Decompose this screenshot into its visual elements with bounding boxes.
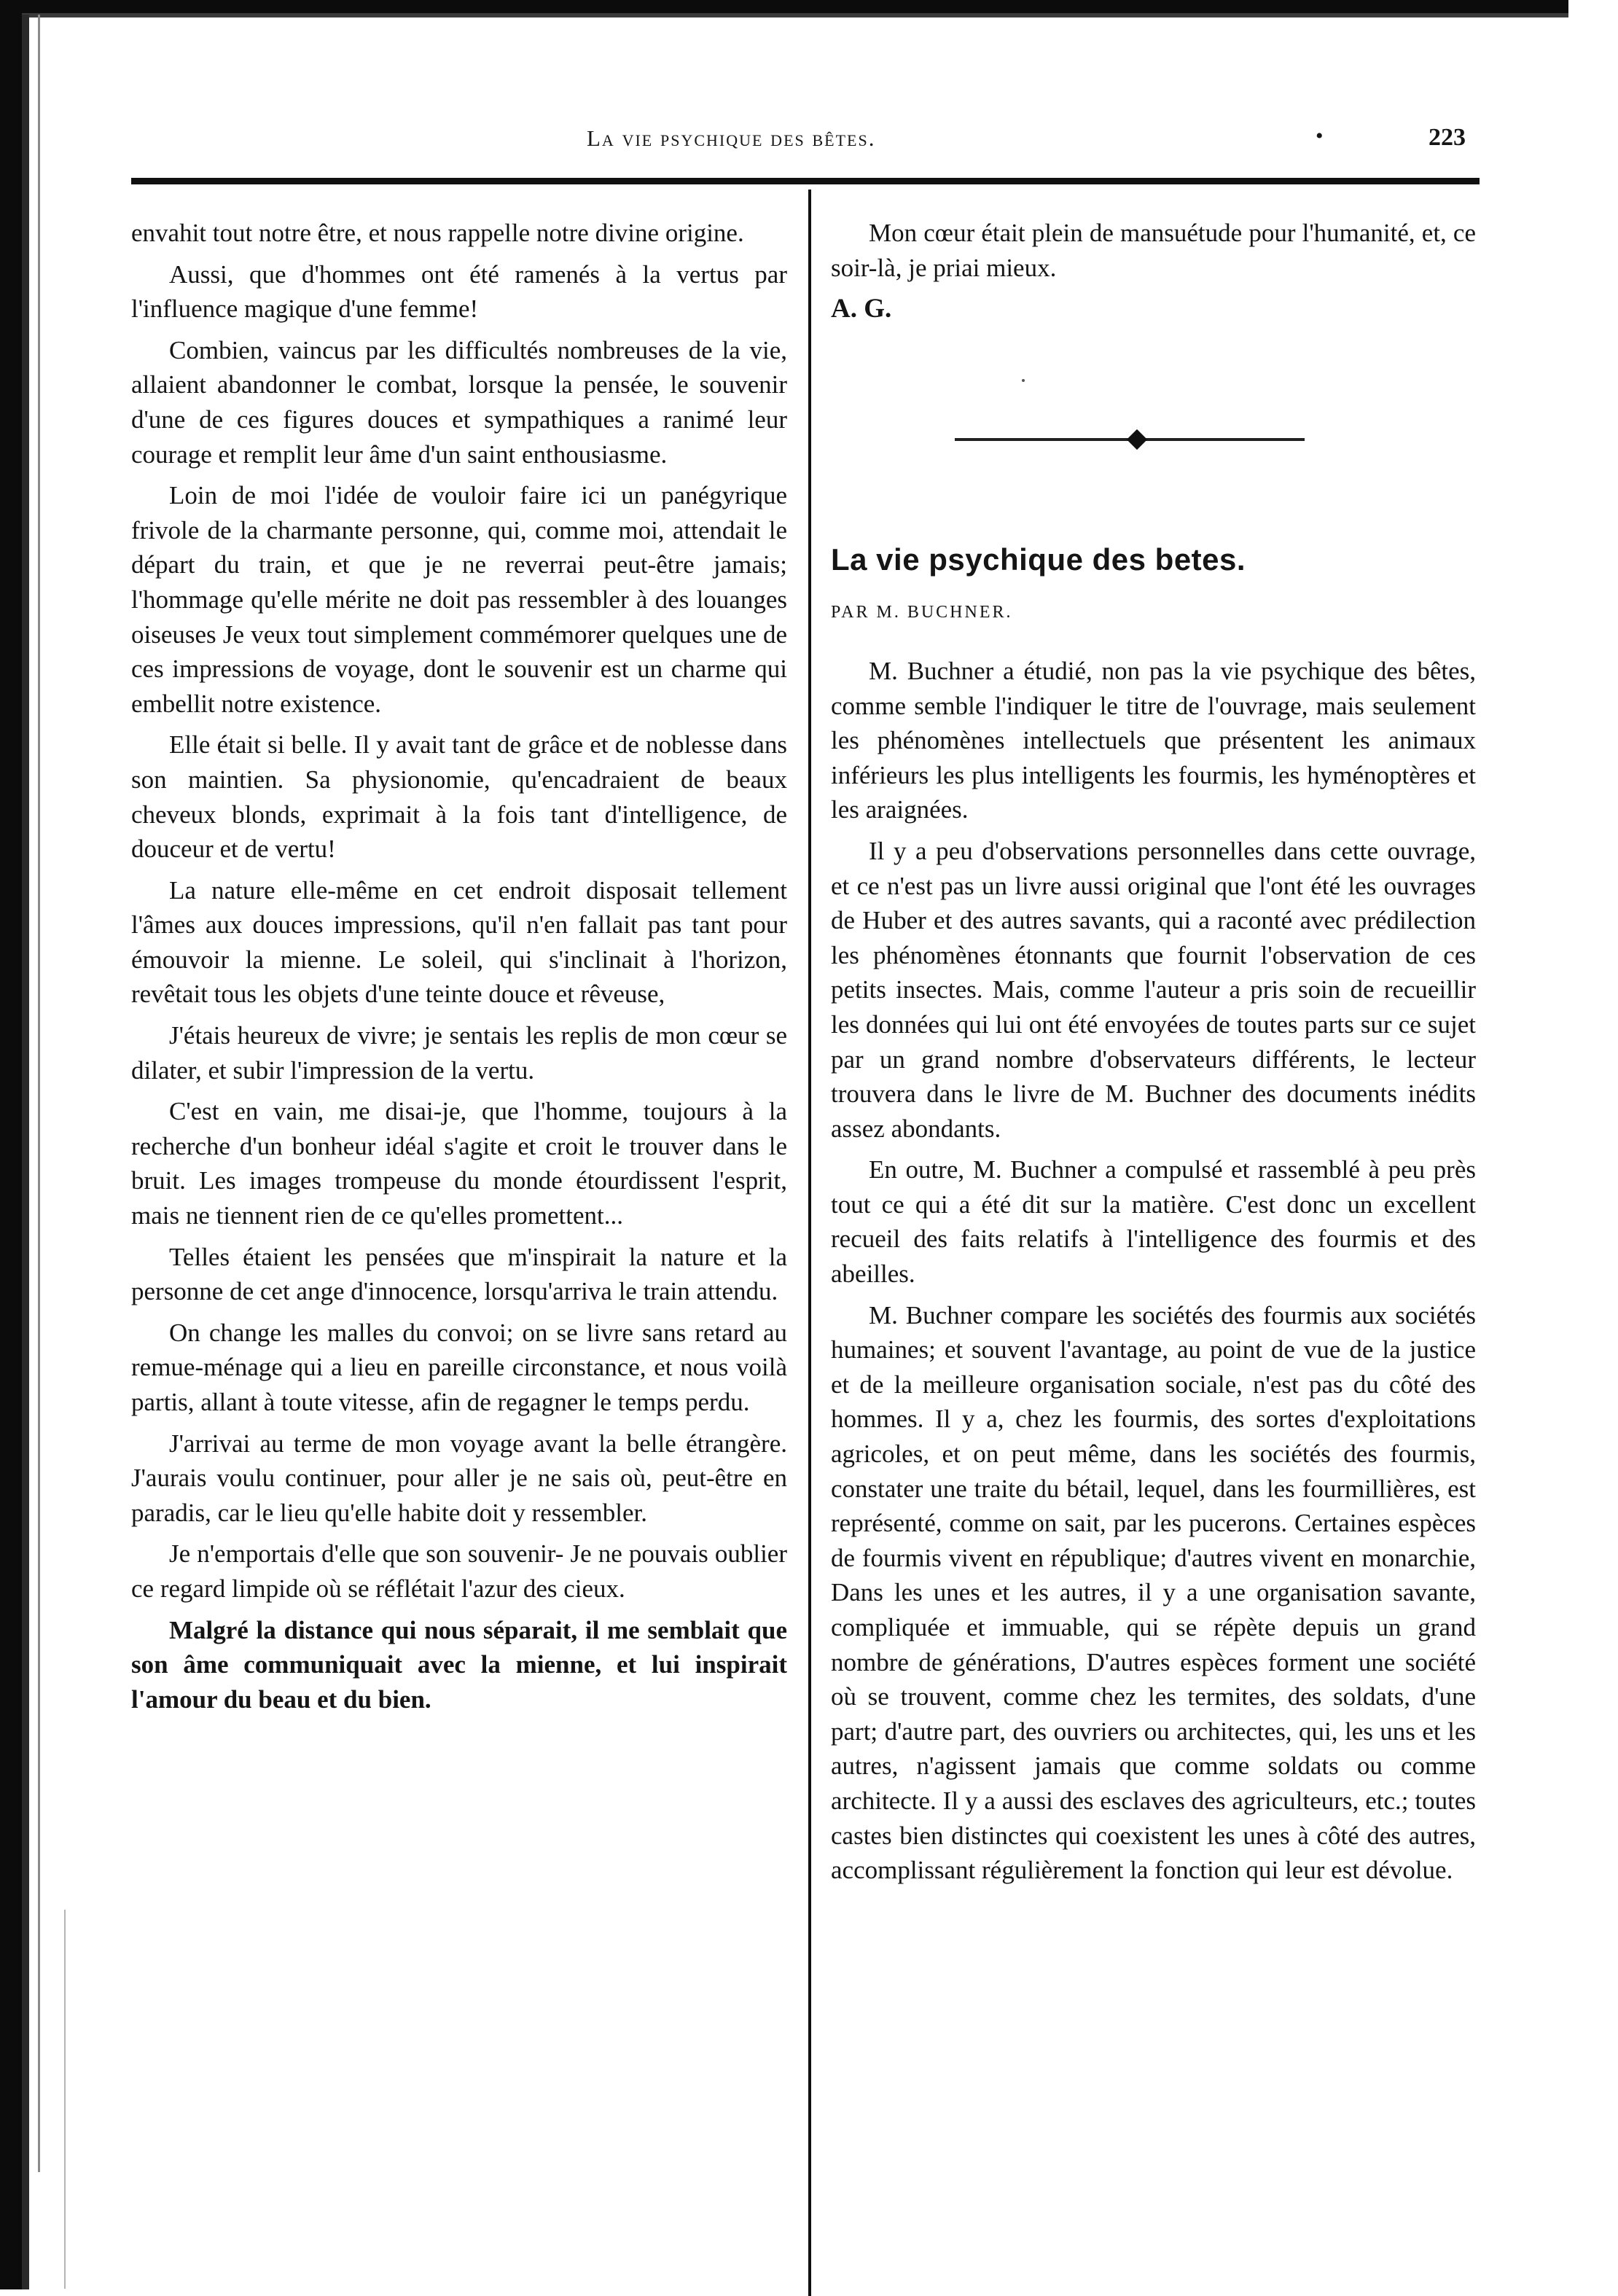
right-column	[831, 216, 1476, 1894]
paragraph: M. Buchner a étudié, non pas la vie psychique des bêtes, comme semble l'indiquer le titre de l'ouvrage, mais seulement les phénomènes intellectuels que présentent les animaux inférieurs les plus intelligents les fourmis, les hyménoptères et les araignées.	[831, 656, 1476, 824]
paragraph: envahit tout notre être, et nous rappelle notre divine origine.	[131, 219, 744, 247]
scan-edge-left-shadow	[22, 15, 29, 2289]
paragraph: On change les malles du convoi; on se livre sans retard au remue-ménage qui a lieu en pareille circonstance, et nous voilà partis, allant à toute vitesse, afin de regagner le temps perdu.	[131, 1318, 787, 1416]
paragraph: Combien, vaincus par les difficultés nombreuses de la vie, allaient abandonner le combat, lorsque la pensée, le souvenir d'une de ces figures douces et sympathiques a ranimé leur courage et remplit leur âme d'un saint enthousiasme.	[131, 335, 787, 469]
paragraph: J'étais heureux de vivre; je sentais les replis de mon cœur se dilater, et subir l'impression de la vertu.	[131, 1021, 787, 1085]
scan-edge-top-shadow	[0, 13, 1568, 17]
paragraph: Je n'emportais d'elle que son souvenir- Je ne pouvais oublier ce regard limpide où se réflétait l'azur des cieux.	[131, 1539, 787, 1603]
paragraph: Telles étaient les pensées que m'inspirait la nature et la personne de cet ange d'innocence, lorsqu'arriva le train attendu.	[131, 1242, 787, 1306]
article-byline: PAR M. BUCHNER.	[831, 603, 1013, 622]
paragraph: Aussi, que d'hommes ont été ramenés à la vertus par l'influence magique d'une femme!	[131, 259, 787, 324]
scan-edge-top	[0, 0, 1568, 13]
header-rule	[131, 178, 1480, 184]
header-mark: •	[1316, 124, 1324, 148]
section-ornament	[955, 429, 1305, 450]
page-number: 223	[1429, 124, 1466, 151]
paragraph: Elle était si belle. Il y avait tant de grâce et de noblesse dans son maintien. Sa physionomie, qu'encadraient de beaux cheveux blonds, exprimait à la fois tant d'intelligence, de douceur et de vertu!	[131, 730, 787, 864]
scan-edge-left	[0, 0, 22, 2289]
left-column	[131, 216, 787, 1723]
paragraph: C'est en vain, me disai-je, que l'homme, toujours à la recherche d'un bonheur idéal s'agite et croit le trouver dans le bruit. Les images trompeuse du monde étourdissent l'esprit, mais ne tiennent rien de ce qu'elles promettent...	[131, 1097, 787, 1230]
paragraph: La nature elle-même en cet endroit disposait tellement l'âmes aux douces impressions, qu'il n'en fallait pas tant pour émouvoir la mienne. Le soleil, qui s'inclinait à l'horizon, revêtait tous les objets d'une teinte douce et rêveuse,	[131, 875, 787, 1009]
column-divider	[808, 190, 811, 2296]
paragraph: Il y a peu d'observations personnelles dans cette ouvrage, et ce n'est pas un livre aussi original que l'ont été les ouvrages de Huber et des autres savants, qui a raconté avec prédilection les phénomènes étonnants que fournit l'observation de ces petits insectes. Mais, comme l'auteur a pris soin de recueillir les données qui lui ont été envoyées de toutes parts sur ce sujet par un grand nombre d'observateurs différents, le lecteur trouvera dans le livre de M. Buchner des documents inédits assez abondants.	[831, 836, 1476, 1143]
paragraph: Loin de moi l'idée de vouloir faire ici un panégyrique frivole de la charmante personne, qui, comme moi, attendait le départ du train, et que je ne reverrai peut-être jamais; l'hommage qu'elle mérite ne doit pas ressembler à des louanges oiseuses Je veux tout simplement commémorer quelques une de ces impressions de voyage, dont le souvenir est un charme qui embellit notre existence.	[131, 481, 787, 718]
running-title: La vie psychique des bêtes.	[587, 125, 876, 151]
paragraph: En outre, M. Buchner a compulsé et rassemblé à peu près tout ce qui a été dit sur la matière. C'est donc un excellent recueil des faits relatifs à l'intelligence des fourmis et des abeilles.	[831, 1155, 1476, 1289]
scan-edge-left-line	[38, 15, 40, 2172]
paragraph: J'arrivai au terme de mon voyage avant la belle étrangère. J'aurais voulu continuer, pour aller je ne sais où, peut-être en paradis, car le lieu qu'elle habite doit y ressembler.	[131, 1429, 787, 1527]
paragraph: M. Buchner compare les sociétés des fourmis aux sociétés humaines; et souvent l'avantage, au point de vue de la justice et de la meilleure organisation sociale, n'est pas du côté des hommes. Il y a, chez les fourmis, des sortes d'exploitations agricoles, et on peut même, dans les sociétés des fourmis, constater une traite du bétail, lequel, dans les fourmillières, est représenté, comme on sait, par les pucerons. Certaines espèces de fourmis vivent en république; d'autres vivent en monarchie, Dans les unes et les autres, il y a une organisation savante, compliquée et immuable, qui se répète depuis un grand nombre de générations, D'autres espèces forment une société où se trouvent, comme chez les termites, des soldats, d'une part; d'autre part, des ouvriers ou architectes, qui, les uns et les autres, n'agissent jamais que comme soldats ou comme architecte. Il y a aussi des esclaves des agriculteurs, etc.; toutes castes bien distinctes qui coexistent les unes à côté des autres, accomplissant régulièrement la fonction qui leur est dévolue.	[831, 1300, 1476, 1885]
ornament-diamond	[1127, 429, 1147, 450]
scan-edge-left-faint-line	[64, 1910, 66, 2289]
paragraph: Malgré la distance qui nous séparait, il me semblait que son âme communiquait avec la mienne, et lui inspirait l'amour du beau et du bien.	[131, 1615, 787, 1714]
paragraph: Mon cœur était plein de mansuétude pour l'humanité, et, ce soir-là, je priai mieux.	[831, 219, 1476, 282]
author-signature: A. G.	[831, 294, 892, 324]
article-title: La vie psychique des betes.	[831, 542, 1246, 577]
